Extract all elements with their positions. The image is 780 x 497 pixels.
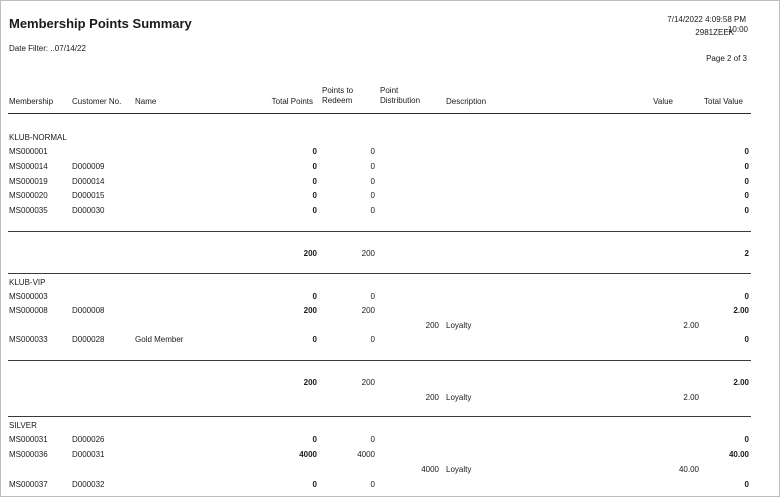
- points-to-redeem: 0: [370, 162, 375, 171]
- distribution-description: Loyalty: [446, 465, 472, 474]
- total-points: 0: [312, 480, 317, 489]
- col-point-distribution-line1: Point: [380, 86, 399, 95]
- total-points: 0: [312, 435, 317, 444]
- total-points: 0: [312, 147, 317, 156]
- membership-no: MS000031: [9, 435, 48, 444]
- col-point-distribution-line2: Distribution: [380, 96, 421, 105]
- points-to-redeem: 0: [370, 177, 375, 186]
- points-to-redeem: 200: [361, 306, 375, 315]
- total-points: 0: [312, 335, 317, 344]
- group-total-divider: [8, 360, 751, 361]
- customer-no: D000030: [72, 206, 105, 215]
- total-value: 0: [744, 292, 749, 301]
- total-value: 40.00: [728, 450, 749, 459]
- col-value: Value: [653, 97, 673, 106]
- date-filter: Date Filter: ..07/14/22: [9, 44, 86, 53]
- group-total-value: 2.00: [733, 378, 749, 387]
- membership-no: MS000035: [9, 206, 48, 215]
- points-to-redeem: 4000: [357, 450, 375, 459]
- total-value: 0: [744, 335, 749, 344]
- total-points: 0: [312, 177, 317, 186]
- customer-no: D000009: [72, 162, 105, 171]
- page-number: Page 2 of 3: [706, 54, 747, 63]
- total-points: 4000: [299, 450, 317, 459]
- customer-no: D000032: [72, 480, 105, 489]
- group-divider: [8, 273, 751, 274]
- group-total-value: 2: [744, 249, 749, 258]
- header-divider: [8, 113, 751, 114]
- membership-no: MS000033: [9, 335, 48, 344]
- report-title: Membership Points Summary: [9, 16, 192, 31]
- membership-no: MS000014: [9, 162, 48, 171]
- total-points: 0: [312, 162, 317, 171]
- total-points: 200: [303, 306, 317, 315]
- points-to-redeem: 0: [370, 292, 375, 301]
- col-total-points: Total Points: [271, 97, 313, 106]
- points-to-redeem: 0: [370, 206, 375, 215]
- total-points: 0: [312, 292, 317, 301]
- col-points-to-redeem-line1: Points to: [322, 86, 354, 95]
- membership-no: MS000037: [9, 480, 48, 489]
- customer-no: D000028: [72, 335, 105, 344]
- points-to-redeem: 0: [370, 480, 375, 489]
- membership-no: MS000036: [9, 450, 48, 459]
- customer-no: D000026: [72, 435, 105, 444]
- group-name: KLUB-VIP: [9, 278, 46, 287]
- total-value: 0: [744, 435, 749, 444]
- points-to-redeem: 0: [370, 435, 375, 444]
- membership-no: MS000019: [9, 177, 48, 186]
- group-total-divider: [8, 231, 751, 232]
- customer-no: D000008: [72, 306, 105, 315]
- membership-no: MS000008: [9, 306, 48, 315]
- membership-no: MS000003: [9, 292, 48, 301]
- group-total-points: 200: [303, 249, 317, 258]
- points-to-redeem: 0: [370, 335, 375, 344]
- total-value: 0: [744, 480, 749, 489]
- group-total-distribution: 200: [425, 393, 439, 402]
- distribution-value: 2.00: [683, 321, 699, 330]
- member-name: Gold Member: [135, 335, 184, 344]
- customer-no: D000031: [72, 450, 105, 459]
- points-to-redeem: 0: [370, 147, 375, 156]
- total-points: 0: [312, 191, 317, 200]
- col-description: Description: [446, 97, 487, 106]
- user-id: 2981ZEEK: [695, 28, 734, 37]
- point-distribution: 200: [425, 321, 439, 330]
- total-points: 0: [312, 206, 317, 215]
- customer-no: D000014: [72, 177, 105, 186]
- total-value: 0: [744, 147, 749, 156]
- group-divider: [8, 416, 751, 417]
- membership-no: MS000001: [9, 147, 48, 156]
- points-to-redeem: 0: [370, 191, 375, 200]
- group-total-redeem: 200: [361, 378, 375, 387]
- group-total-description: Loyalty: [446, 393, 472, 402]
- total-value: 2.00: [733, 306, 749, 315]
- point-distribution: 4000: [421, 465, 439, 474]
- col-membership: Membership: [9, 97, 54, 106]
- col-name: Name: [135, 97, 157, 106]
- total-value: 0: [744, 206, 749, 215]
- total-value: 0: [744, 177, 749, 186]
- distribution-description: Loyalty: [446, 321, 472, 330]
- customer-no: D000015: [72, 191, 105, 200]
- group-name: SILVER: [9, 421, 37, 430]
- membership-no: MS000020: [9, 191, 48, 200]
- col-points-to-redeem-line2: Redeem: [322, 96, 353, 105]
- group-total-detail-value: 2.00: [683, 393, 699, 402]
- printed-at: 7/14/2022 4:09:58 PM: [667, 15, 746, 24]
- group-total-redeem: 200: [361, 249, 375, 258]
- group-name: KLUB-NORMAL: [9, 133, 67, 142]
- col-customer-no: Customer No.: [72, 97, 122, 106]
- total-value: 0: [744, 191, 749, 200]
- group-total-points: 200: [303, 378, 317, 387]
- col-total-value: Total Value: [704, 97, 743, 106]
- user-id-overlap: ·10:00: [725, 25, 748, 34]
- distribution-value: 40.00: [678, 465, 699, 474]
- total-value: 0: [744, 162, 749, 171]
